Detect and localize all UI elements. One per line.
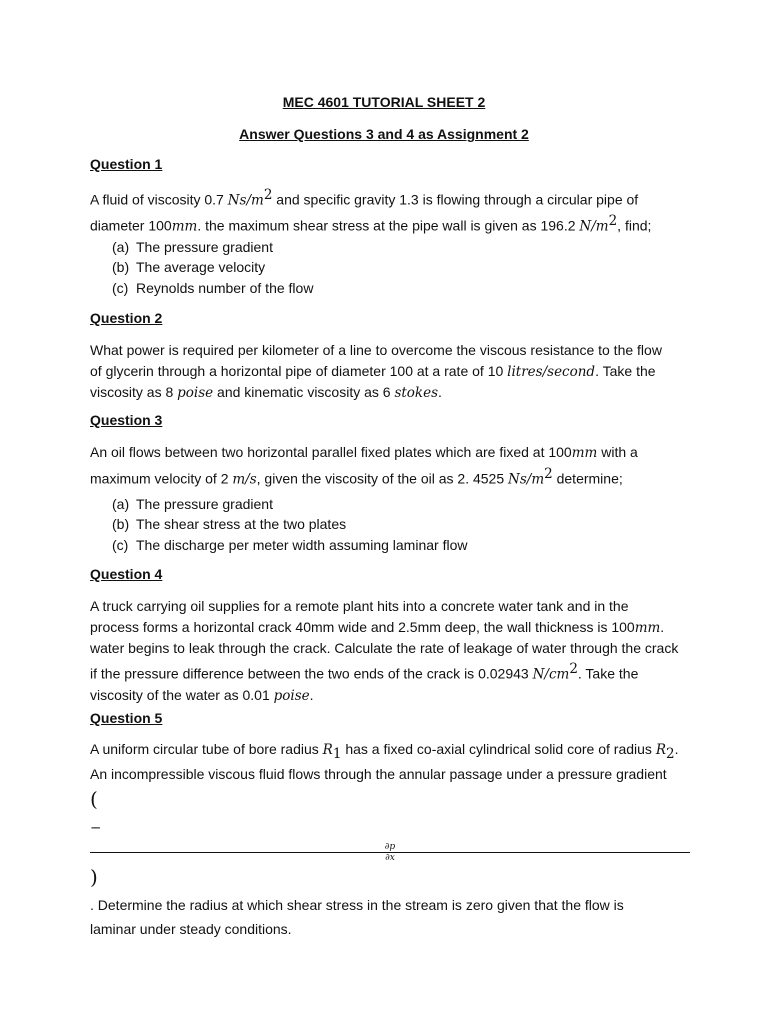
question-2-text [90,340,690,404]
question-3-list [112,494,467,555]
list-item: (b) The shear stress at the two plates [112,516,347,533]
list-item: (c) Reynolds number of the flow [112,279,314,296]
question-3-heading: Question 3 [90,412,163,428]
sheet-title: MEC 4601 TUTORIAL SHEET 2 [282,94,486,110]
question-1-list [112,237,313,298]
question-4-heading: Question 4 [90,566,163,582]
question-1-text [90,185,690,237]
q5-line-4: laminar under steady conditions. [90,920,292,937]
q1-line-2: diameter 100mm. the maximum shear stress at the pipe wall is given as 196.2 $N/m^2$, find; [90,213,652,235]
pressure-gradient-fraction: ∂p ∂x [90,842,690,863]
list-item: (a) The pressure gradient [112,496,273,512]
q2-line-3: viscosity as 8 poise and kinematic viscosity as 6 stokes. [90,384,442,401]
q1-line-1: A fluid of viscosity 0.7 $Ns/m^2$ and specific gravity 1.3 is flowing through a circular pipe of [90,187,639,209]
q4-line-4: if the pressure difference between the two ends of the crack is 0.02943 $N/cm^2$. Take the [90,660,639,683]
list-item: (b) The average velocity [112,259,266,276]
question-2-heading: Question 2 [90,310,163,326]
q3-line-2: maximum velocity of 2 m/s, given the viscosity of the oil as 2. 4525 $Ns/m^2$ determine; [90,465,623,488]
q2-line-1: What power is required per kilometer of a line to overcome the viscous resistance to the flow [90,342,662,358]
list-item: (a) The pressure gradient [112,239,273,255]
q4-line-3: water begins to leak through the crack. Calculate the rate of leakage of water through the crack [90,640,679,656]
q5-line-3: ( − ∂p ∂x ) . Determine the radius at which shear stress in the stream is zero given that the flow is [90,785,690,919]
question-5-text [90,739,690,939]
q2-line-2: of glycerin through a horizontal pipe of diameter 100 at a rate of 10 litres/second. Take the [90,362,656,380]
question-1-heading: Question 1 [90,156,163,172]
q4-line-2: process forms a horizontal crack 40mm wide and 2.5mm deep, the wall thickness is 100mm. [90,618,665,636]
question-4-text [90,596,690,706]
q4-line-5: viscosity of the water as 0.01 poise. [90,686,314,704]
q5-line-1: A uniform circular tube of bore radius $R_1$ has a fixed co-axial cylindrical solid core of radius $R_2$. [90,741,679,762]
sheet-subtitle: Answer Questions 3 and 4 as Assignment 2 [239,126,529,142]
q3-line-1: An oil flows between two horizontal parallel fixed plates which are fixed at 100mm with a [90,444,638,461]
q4-line-1: A truck carrying oil supplies for a remote plant hits into a concrete water tank and in the [90,598,629,614]
list-item: (c) The discharge per meter width assuming laminar flow [112,536,468,553]
q5-line-2: An incompressible viscous fluid flows through the annular passage under a pressure gradient [90,766,667,783]
question-5-heading: Question 5 [90,710,163,726]
question-3-text [90,442,690,490]
